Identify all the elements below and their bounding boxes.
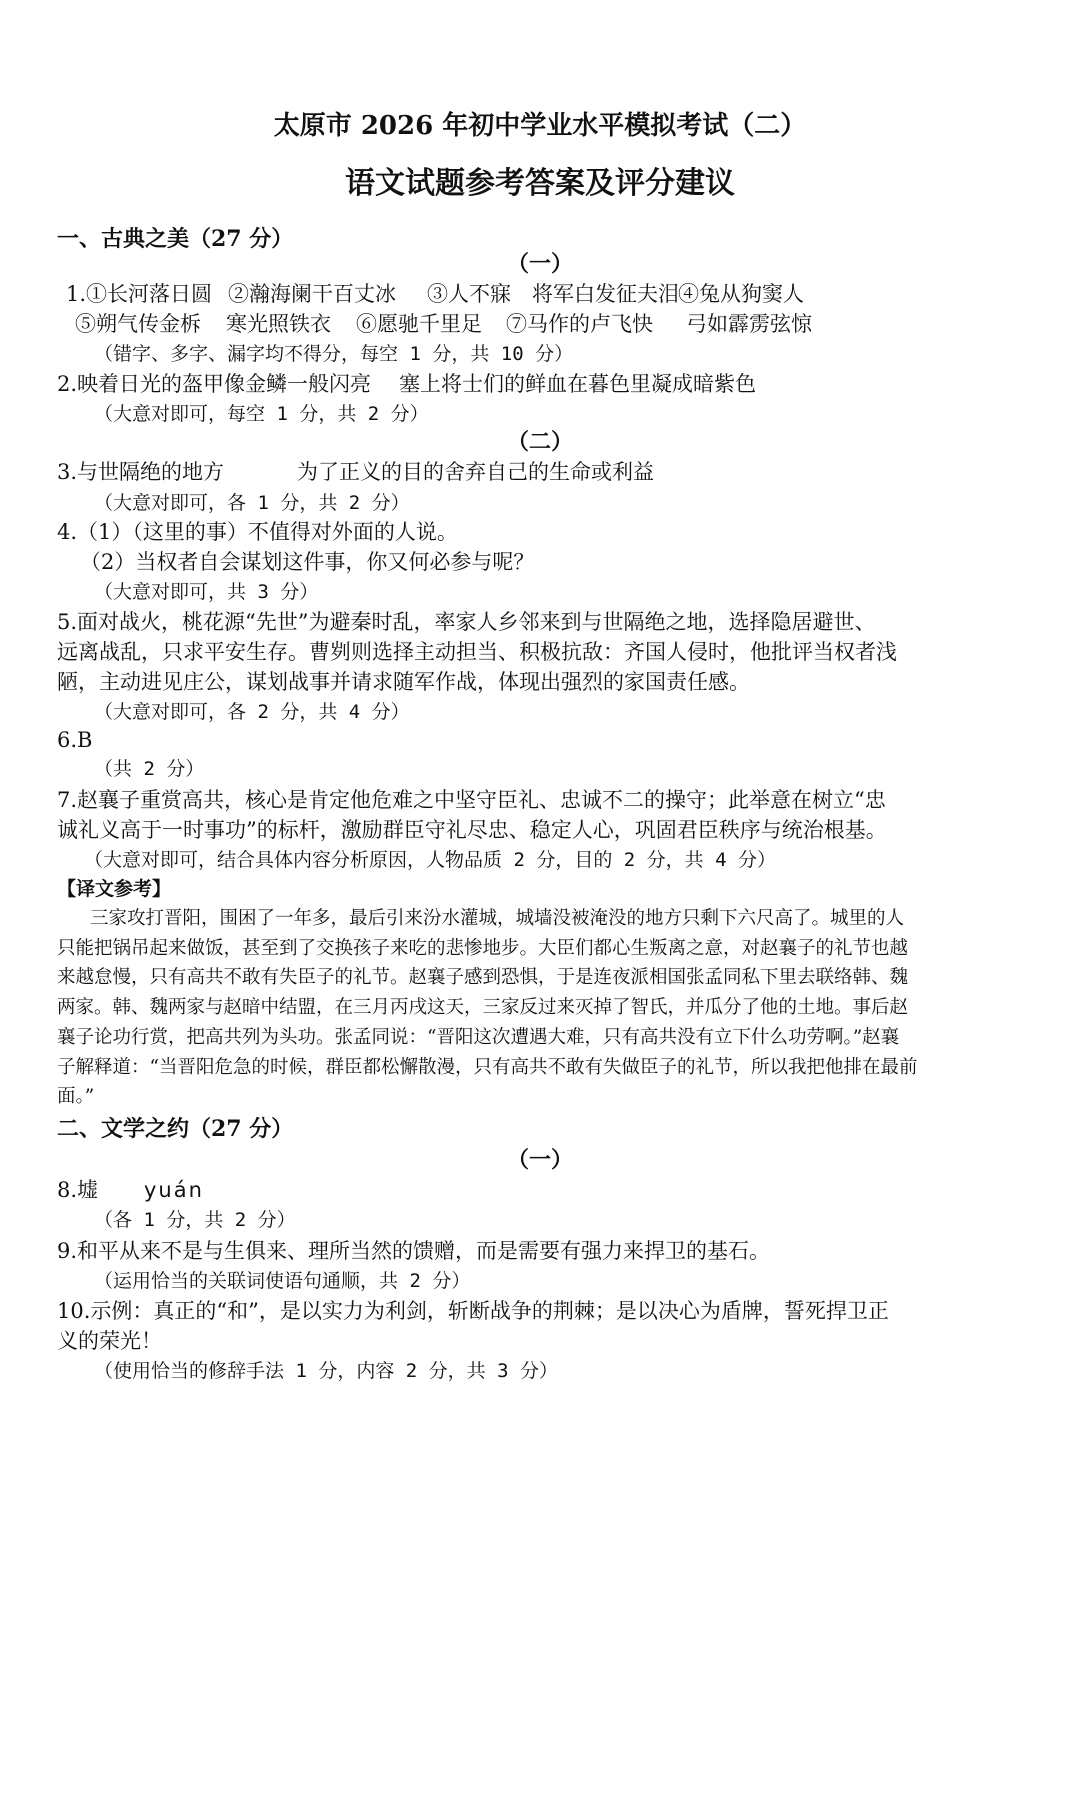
exam-title: 太原市 2026 年初中学业水平模拟考试（二） xyxy=(273,111,807,141)
q7-answer-line-1: 7.赵襄子重赏高共，核心是肯定他危难之中坚守臣礼、忠诚不二的操守；此举意在树立“忠 xyxy=(57,788,886,812)
q6-scoring-note: （共 2 分） xyxy=(94,758,205,780)
section-heading-classics: 一、古典之美（27 分） xyxy=(57,226,294,252)
q10-answer-line-1: 10.示例：真正的“和”，是以实力为利剑，斩断战争的荆棘；是以决心为盾牌，誓死捍卫正 xyxy=(57,1299,889,1323)
q2-answer-1: 2.映着日光的盔甲像金鳞一般闪亮 xyxy=(57,372,372,396)
part-heading-1: （一） xyxy=(506,251,573,277)
q1-answer-7: ⑥愿驰千里足 xyxy=(356,312,482,336)
q6-answer: 6.B xyxy=(57,728,93,752)
q3-scoring-note: （大意对即可，各 1 分，共 2 分） xyxy=(94,492,410,514)
section-heading-literature: 二、文学之约（27 分） xyxy=(57,1116,294,1142)
q3-answer-1: 3.与世隔绝的地方 xyxy=(57,460,225,484)
part-heading-3: （一） xyxy=(506,1147,573,1173)
q9-scoring-note: （运用恰当的关联词使语句通顺，共 2 分） xyxy=(94,1270,471,1292)
translation-line-2: 只能把锅吊起来做饭，甚至到了交换孩子来吃的悲惨地步。大臣们都心生叛离之意，对赵襄子的礼节也越 xyxy=(57,938,909,959)
q9-answer: 9.和平从来不是与生俱来、理所当然的馈赠，而是需要有强力来捍卫的基石。 xyxy=(57,1239,771,1263)
q10-answer-line-2: 义的荣光！ xyxy=(57,1329,162,1353)
q4-answer-2: （2）当权者自会谋划这件事，你又何必参与呢？ xyxy=(80,550,535,574)
translation-line-1: 三家攻打晋阳，围困了一年多，最后引来汾水灌城，城墙没被淹没的地方只剩下六尺高了。城里的人 xyxy=(90,908,905,929)
q1-answer-4: ④兔从狗窦人 xyxy=(678,282,804,306)
q8-answer-2: yuán xyxy=(144,1178,204,1202)
translation-line-3: 来越怠慢，只有高共不敢有失臣子的礼节。赵襄子感到恐惧，于是连夜派相国张孟同私下里去联络韩、魏 xyxy=(57,967,909,988)
translation-label: 【译文参考】 xyxy=(57,878,172,900)
q7-scoring-note: （大意对即可，结合具体内容分析原因，人物品质 2 分，目的 2 分，共 4 分） xyxy=(84,849,776,871)
q8-scoring-note: （各 1 分，共 2 分） xyxy=(94,1209,296,1231)
document-subtitle: 语文试题参考答案及评分建议 xyxy=(345,166,735,201)
q8-answer-1: 8.墟 xyxy=(57,1178,99,1202)
q1-answer-9: 弓如霹雳弦惊 xyxy=(686,312,812,336)
q1-answer-6: 寒光照铁衣 xyxy=(226,312,331,336)
translation-line-7: 面。” xyxy=(57,1086,95,1107)
q3-answer-2: 为了正义的目的舍弃自己的生命或利益 xyxy=(297,460,654,484)
q5-answer-line-1: 5.面对战火，桃花源“先世”为避秦时乱，率家人乡邻来到与世隔绝之地，选择隐居避世、 xyxy=(57,610,876,634)
q10-scoring-note: （使用恰当的修辞手法 1 分，内容 2 分，共 3 分） xyxy=(94,1360,558,1382)
translation-line-6: 子解释道：“当晋阳危急的时候，群臣都松懈散漫，只有高共不敢有失做臣子的礼节，所以我把他排在最前 xyxy=(57,1057,918,1078)
q7-answer-line-2: 诚礼义高于一时事功”的标杆，激励群臣守礼尽忠、稳定人心，巩固君臣秩序与统治根基。 xyxy=(57,818,887,842)
q1-answer-3: ③人不寐 将军白发征夫泪 xyxy=(427,282,679,306)
q5-answer-line-2: 远离战乱，只求平安生存。曹刿则选择主动担当、积极抗敌：齐国人侵时，他批评当权者浅 xyxy=(57,640,897,664)
q1-answer-8: ⑦马作的卢飞快 xyxy=(506,312,653,336)
q4-scoring-note: （大意对即可，共 3 分） xyxy=(94,581,319,603)
q2-answer-2: 塞上将士们的鲜血在暮色里凝成暗紫色 xyxy=(399,372,756,396)
q4-answer-1: 4.（1）（这里的事）不值得对外面的人说。 xyxy=(57,520,458,544)
part-heading-2: （二） xyxy=(506,429,573,455)
translation-line-5: 襄子论功行赏，把高共列为头功。张孟同说：“晋阳这次遭遇大难，只有高共没有立下什么功劳啊。”赵襄 xyxy=(57,1027,900,1048)
translation-line-4: 两家。韩、魏两家与赵暗中结盟，在三月丙戌这天，三家反过来灭掉了智氏，并瓜分了他的土地。事后赵 xyxy=(57,997,909,1018)
q1-scoring-note: （错字、多字、漏字均不得分，每空 1 分，共 10 分） xyxy=(94,343,574,365)
q5-answer-line-3: 陋，主动进见庄公，谋划战事并请求随军作战，体现出强烈的家国责任感。 xyxy=(57,670,750,694)
q1-answer-2: ②瀚海阑干百丈冰 xyxy=(228,282,396,306)
q5-scoring-note: （大意对即可，各 2 分，共 4 分） xyxy=(94,701,410,723)
q1-answer-1: 1.①长河落日圆 xyxy=(66,282,213,306)
q1-answer-5: ⑤朔气传金柝 xyxy=(75,312,201,336)
q2-scoring-note: （大意对即可，每空 1 分，共 2 分） xyxy=(94,403,429,425)
